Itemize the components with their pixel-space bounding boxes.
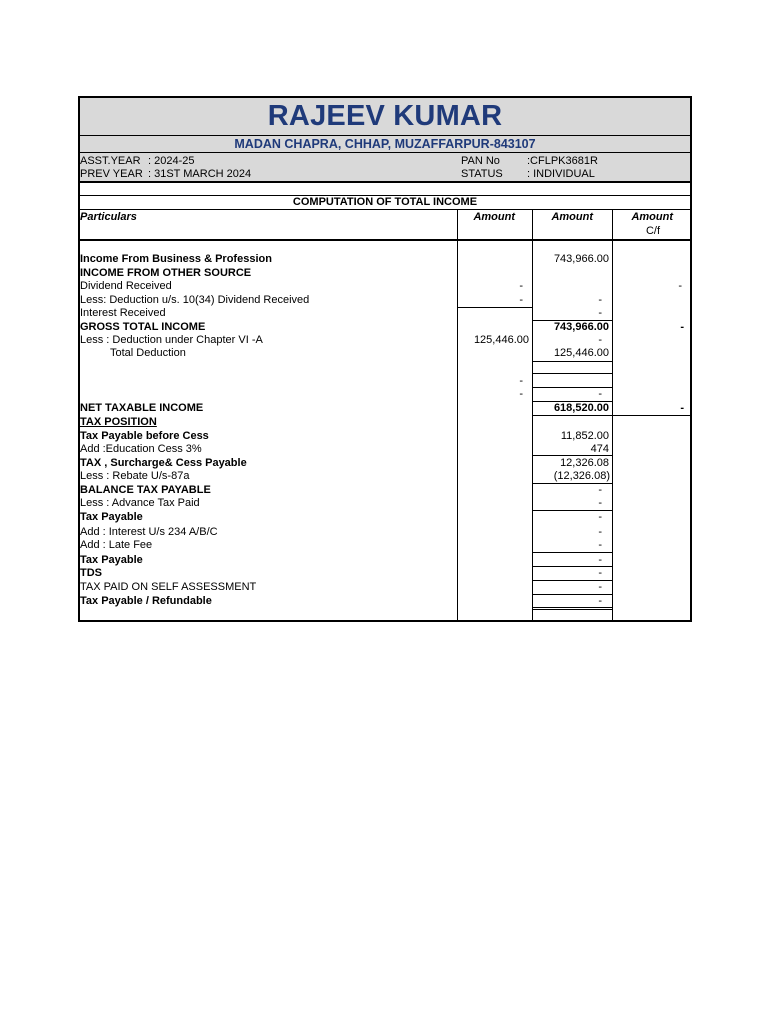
assessee-name: RAJEEV KUMAR	[267, 100, 503, 132]
row-interest-label: Interest Received	[80, 307, 166, 319]
pan-value: :CFLPK3681R	[527, 155, 598, 167]
row-interest-234-label: Add : Interest U/s 234 A/B/C	[80, 526, 218, 538]
underline	[532, 361, 612, 362]
row-chapter-via-amt2: -	[598, 334, 602, 346]
divider	[80, 135, 690, 136]
row-self-assessment-amt2: -	[598, 581, 602, 593]
pan-label: PAN No	[461, 155, 500, 167]
underline	[532, 552, 612, 553]
col-amount-2: Amount	[551, 211, 593, 223]
row-net-taxable-amt3: -	[680, 402, 684, 414]
prev-year-value: : 31ST MARCH 2024	[148, 168, 252, 180]
row-gti-label: GROSS TOTAL INCOME	[80, 321, 206, 333]
row-chapter-via-amt1: 125,446.00	[473, 334, 529, 346]
row-gti-amt2: 743,966.00	[553, 321, 609, 333]
row-dividend-label: Dividend Received	[80, 280, 172, 292]
row-chapter-via-label: Less : Deduction under Chapter VI -A	[80, 334, 263, 346]
row-late-fee-amt2: -	[598, 539, 602, 551]
underline	[532, 609, 612, 610]
prev-year-label: PREV YEAR	[80, 168, 143, 180]
assessee-address: MADAN CHAPRA, CHHAP, MUZAFFARPUR-843107	[234, 137, 536, 151]
row-dividend-ded-amt1: -	[519, 294, 523, 306]
row-late-fee-label: Add : Late Fee	[80, 539, 153, 551]
row-tax-position-label: TAX POSITION	[80, 416, 157, 428]
row-rebate-label: Less : Rebate U/s-87a	[80, 470, 190, 482]
col-particulars: Particulars	[80, 211, 137, 223]
col-amount-3: Amount	[631, 211, 673, 223]
row-net-taxable-label: NET TAXABLE INCOME	[80, 402, 204, 414]
underline	[457, 307, 532, 308]
row-business-amt2: 743,966.00	[553, 253, 609, 265]
status-label: STATUS	[461, 168, 503, 180]
row-dividend-ded-amt2: -	[598, 294, 602, 306]
row-interest-amt2: -	[598, 307, 602, 319]
asst-year-value: : 2024-25	[148, 155, 195, 167]
row-dividend-amt3: -	[678, 280, 682, 292]
row-tds-amt2: -	[598, 567, 602, 579]
row-self-assessment-label: TAX PAID ON SELF ASSESSMENT	[80, 581, 257, 593]
row-dividend-ded-label: Less: Deduction u/s. 10(34) Dividend Received	[80, 294, 310, 306]
table-title: COMPUTATION OF TOTAL INCOME	[292, 196, 478, 208]
row-tax-payable-1-amt2: -	[598, 511, 602, 523]
asst-year-label: ASST.YEAR	[80, 155, 141, 167]
row-tds-label: TDS	[80, 567, 102, 579]
underline	[532, 455, 612, 456]
row-tax-before-cess-amt2: 11,852.00	[560, 430, 609, 442]
row-rebate-amt2: (12,326.08)	[553, 470, 610, 482]
row-advance-tax-amt2: -	[598, 497, 602, 509]
row-balance-tax-label: BALANCE TAX PAYABLE	[80, 484, 211, 496]
row-gti-amt3: -	[680, 321, 684, 333]
row-advance-tax-label: Less : Advance Tax Paid	[80, 497, 200, 509]
underline	[532, 373, 612, 374]
divider	[80, 152, 690, 153]
underline	[532, 415, 690, 416]
row-business-label: Income From Business & Profession	[80, 253, 272, 265]
row-tax-surcharge-amt2: 12,326.08	[560, 457, 609, 469]
row-balance-tax-amt2: -	[598, 484, 602, 496]
row-interest-234-amt2: -	[598, 526, 602, 538]
row-dividend-amt1: -	[519, 280, 523, 292]
row-tax-payable-2-label: Tax Payable	[80, 554, 143, 566]
row-total-deduction-label: Total Deduction	[110, 347, 186, 359]
row-tax-payable-1-label: Tax Payable	[80, 511, 143, 523]
col-divider	[457, 209, 458, 622]
divider	[80, 239, 690, 241]
row-blank1-amt1: -	[519, 375, 523, 387]
row-blank2-amt2: -	[598, 388, 602, 400]
row-education-cess-amt2: 474	[590, 443, 609, 455]
row-tax-payable-2-amt2: -	[598, 554, 602, 566]
underline	[532, 607, 612, 608]
row-education-cess-label: Add :Education Cess 3%	[80, 443, 202, 455]
status-value: : INDIVIDUAL	[527, 168, 595, 180]
col-amount-3-sub: C/f	[645, 225, 661, 237]
divider	[80, 209, 690, 210]
divider	[80, 181, 690, 183]
row-refundable-label: Tax Payable / Refundable	[80, 595, 212, 607]
computation-sheet	[78, 96, 692, 622]
row-total-deduction-amt2: 125,446.00	[553, 347, 609, 359]
row-refundable-amt2: -	[598, 595, 602, 607]
row-tax-surcharge-label: TAX , Surcharge& Cess Payable	[80, 457, 247, 469]
col-amount-1: Amount	[473, 211, 515, 223]
row-tax-before-cess-label: Tax Payable before Cess	[80, 430, 209, 442]
row-blank2-amt1: -	[519, 388, 523, 400]
row-other-source-label: INCOME FROM OTHER SOURCE	[80, 267, 252, 279]
row-net-taxable-amt2: 618,520.00	[553, 402, 609, 414]
